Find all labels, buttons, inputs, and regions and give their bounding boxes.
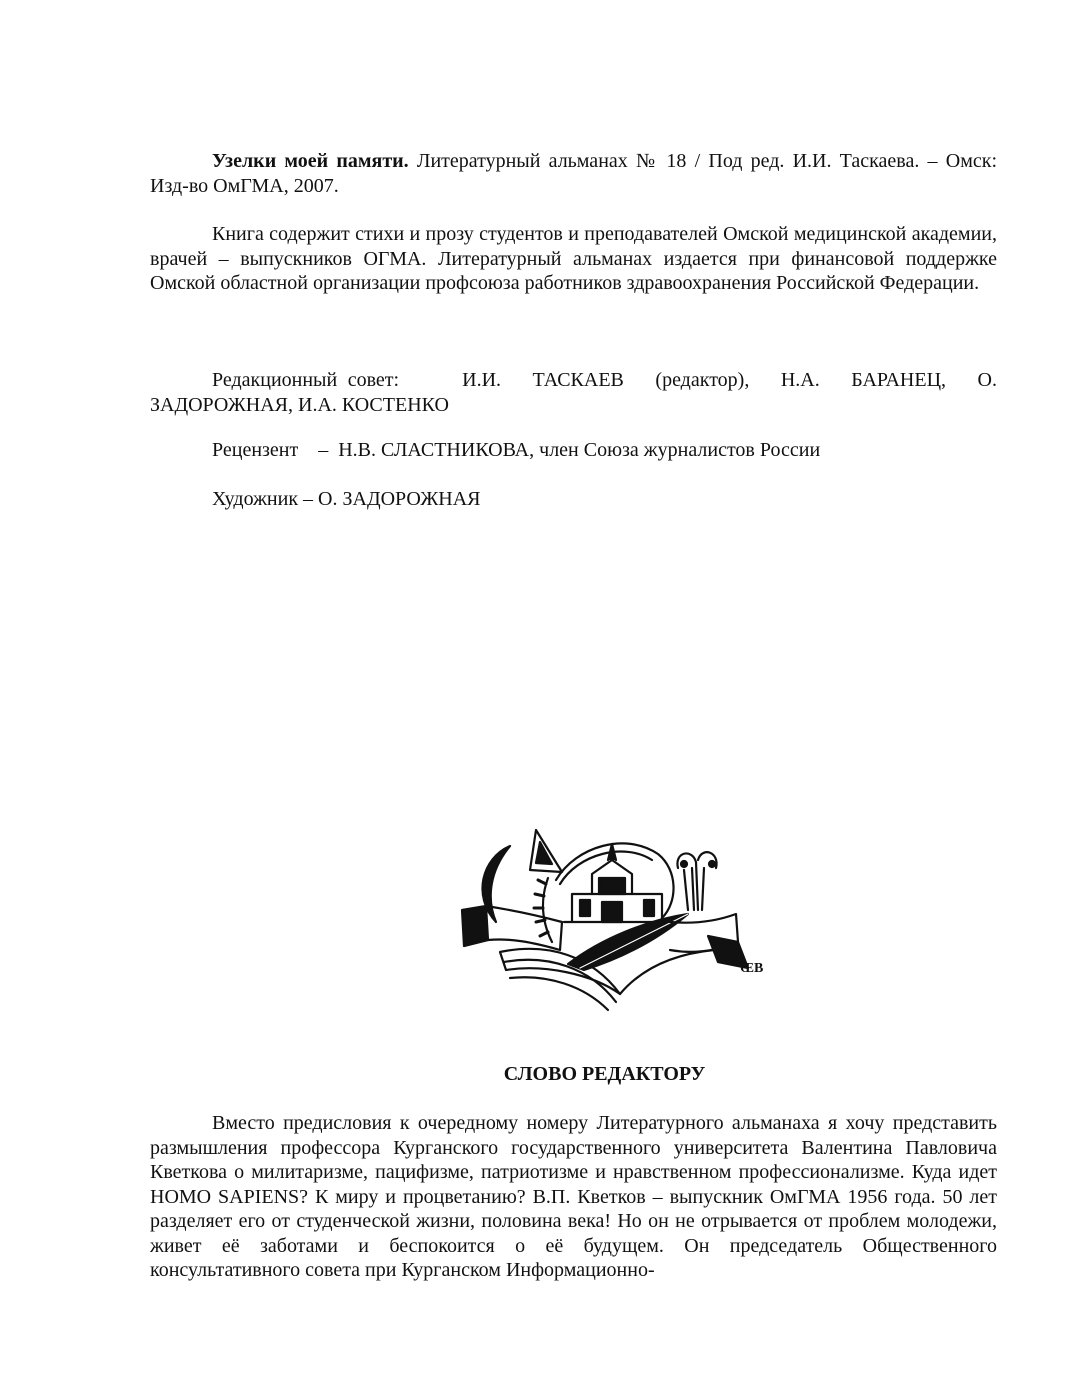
editorial-board-line-2: ЗАДОРОЖНАЯ, И.А. КОСТЕНКО	[150, 393, 449, 416]
section-heading: СЛОВО РЕДАКТОРУ	[503, 1063, 706, 1085]
artist-line: Художник – О. ЗАДОРОЖНАЯ	[212, 488, 481, 510]
imprint-line-1	[150, 149, 997, 174]
book-title: Узелки моей памяти.	[212, 150, 409, 172]
description-paragraph: Книга содержит стихи и прозу студентов и преподавателей Омской медицинской академии, врачей – выпускников ОГМА. Литературный альманах издается при финансовой поддержке Омской областной организации профсоюза работников здравоохранения Российской Федерации.	[150, 223, 997, 294]
imprint-details: Литературный альманах № 18 / Под ред. И.И. Таскаева. – Омск:	[408, 150, 998, 172]
imprint-block	[150, 149, 997, 198]
editor-paragraph: Вместо предисловия к очередному номеру Литературного альманаха я хочу представить размышления профессора Курганского государственного университета Валентина Павловича Кветкова о милитаризме, пацифизме, патриотизме и нравственном профессионализме. Куда идет HOMO SAPIENS? К миру и процветанию? В.П. Кветков – выпускник ОмГМА 1956 года. 50 лет разделяет его от студенческой жизни, половина века! Но он не отрывается от проблем молодежи, живет её заботами и беспокоится о её будущем. Он председатель Общественного консультативного совета при Курганском Информационно-	[150, 1112, 997, 1281]
monogram: ŒB	[740, 961, 764, 976]
almanac-emblem-icon	[452, 818, 764, 1016]
reviewer-line: Рецензент – Н.В. СЛАСТНИКОВА, член Союза журналистов России	[212, 439, 821, 461]
editorial-board-line-1: Редакционный совет: И.И. ТАСКАЕВ (редактор), Н.А. БАРАНЕЦ, О.	[212, 369, 997, 391]
editorial-board	[150, 368, 997, 417]
imprint-line-2: Изд-во ОмГМА, 2007.	[150, 174, 339, 197]
